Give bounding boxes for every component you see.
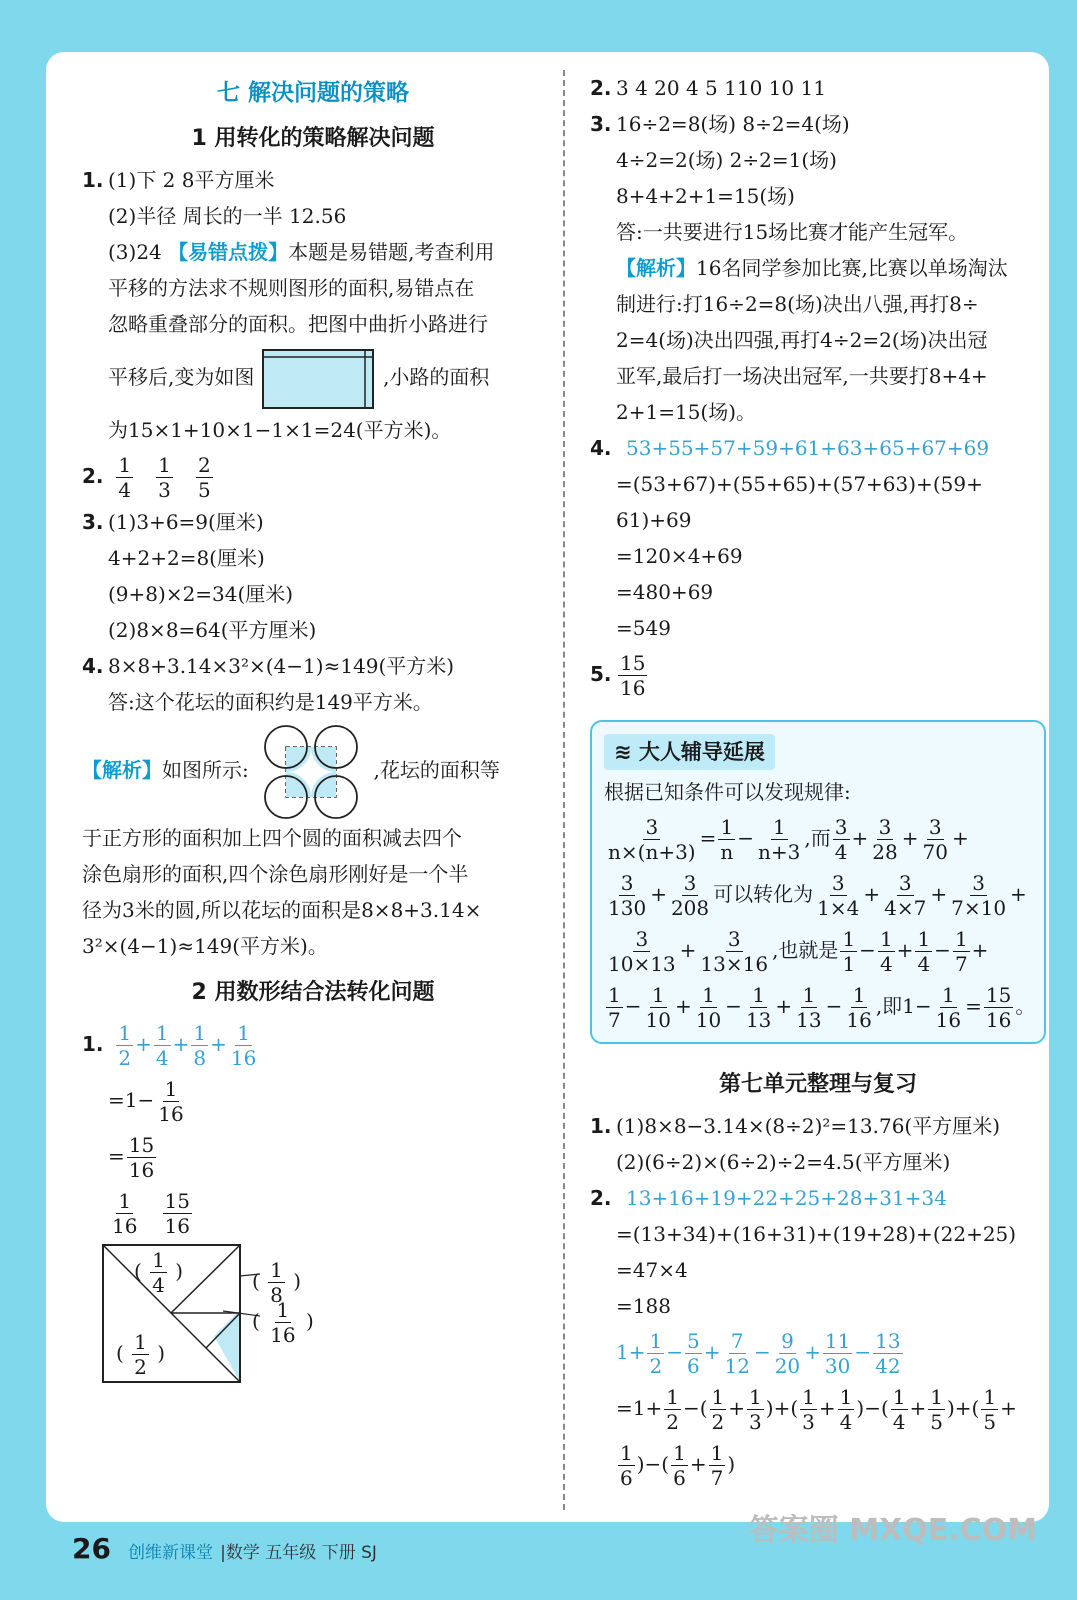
- q3-line-b: 4+2+2=8(厘米): [108, 546, 265, 570]
- error-tip-tag: 【易错点拨】: [168, 240, 289, 264]
- q3-line-a: 3. (1)3+6=9(厘米): [82, 510, 264, 534]
- q4-line-c: 【解析】如图所示: ,花坛的面积等: [82, 720, 544, 820]
- page-number: 26: [72, 1532, 111, 1565]
- section-1-title: 1 用转化的策略解决问题: [191, 126, 435, 151]
- rv-q2-line-e: 1+ $\frac{1}{2}$ − $\frac{5}{6}$ + $\frac{7}{12}$ − $\frac{9}{20}$ + $\frac{11}{30}$ − $\frac{13}{42}$: [616, 1329, 901, 1378]
- column-divider: [563, 70, 565, 1510]
- rv-q2-line-a: 2. 13+16+19+22+25+28+31+34: [590, 1186, 947, 1210]
- r-q3-line-d: 答:一共要进行15场比赛才能产生冠军。: [616, 220, 969, 244]
- fraction: $\frac{1}{16}$: [158, 1077, 184, 1126]
- r-q3-line-e: 【解析】16名同学参加比赛,比赛以单场淘汰: [616, 256, 1008, 280]
- q1-line-d: 平移的方法求不规则图形的面积,易错点在: [108, 276, 475, 300]
- q4-line-a: 4. 8×8+3.14×3²×(4−1)≈149(平方米): [82, 654, 455, 678]
- q1-line-b: (2)半径 周长的一半 12.56: [108, 204, 347, 228]
- rv-q1-line-b: (2)(6÷2)×(6÷2)÷2=4.5(平方厘米): [616, 1150, 951, 1174]
- q1-line-e: 忽略重叠部分的面积。把图中曲折小路进行: [108, 312, 488, 336]
- r-q3-line-f: 制进行:打16÷2=8(场)决出八强,再打8÷: [616, 292, 979, 316]
- fraction: $\frac{1}{16}$: [112, 1189, 138, 1238]
- r-q4-line-a: 4. 53+55+57+59+61+63+65+67+69: [590, 436, 990, 460]
- s2-q1-expr: 1. $\frac{1}{2}$ + $\frac{1}{4}$ + $\frac{1}{8}$ + $\frac{1}{16}$: [82, 1021, 257, 1070]
- guide-line-3: $\frac{3}{130}$ + $\frac{3}{208}$ 可以转化为 $\frac{3}{1\times 4}$ + $\frac{3}{4\times 7}$ + $\frac{3}{7\times 10}$ +: [608, 871, 1027, 920]
- fraction: $\frac{1}{8}$: [270, 1258, 283, 1307]
- fraction: $\frac{1}{4}$: [152, 1248, 165, 1297]
- rv-q2-line-c: =47×4: [616, 1258, 688, 1282]
- s2-q1-answers: [82, 1184, 544, 1240]
- analysis-tag: 【解析】: [616, 256, 696, 280]
- path-rectangle-figure: [261, 348, 377, 410]
- footer-brand: 创维新课堂: [128, 1543, 214, 1563]
- fraction: $\frac{1}{3}$: [158, 453, 171, 502]
- r-q3-line-c: 8+4+2+1=15(场): [616, 184, 795, 208]
- r-q4-line-f: =549: [616, 616, 671, 640]
- rv-q2-line-f: =1+ $\frac{1}{2}$ −( $\frac{1}{2}$ + $\frac{1}{3}$ )+( $\frac{1}{3}$ + $\frac{1}{4}$ )−( $\frac{1}{4}$ + $\frac{1}{5}$ )+( $\frac{1}{5}$ +: [616, 1385, 1017, 1434]
- fraction: $\frac{1}{4}$: [118, 453, 132, 502]
- right-column: [590, 70, 1046, 1492]
- rv-q2-line-b: =(13+34)+(16+31)+(19+28)+(22+25): [616, 1222, 1017, 1246]
- guide-line-5: $\frac{1}{7}$ − $\frac{1}{10}$ + $\frac{1}{10}$ − $\frac{1}{13}$ + $\frac{1}{13}$ − $\frac{1}{16}$ ,即1− $\frac{1}{16}$ = $\frac{15}{16}$ 。: [608, 983, 1036, 1032]
- fraction: $\frac{1}{8}$: [193, 1021, 207, 1070]
- square-partition-diagram: ( $\frac{1}{4}$ ) ( $\frac{1}{8}$ ) ( $\frac{1}{16}$ ) ( $\frac{1}{2}$ ): [102, 1244, 544, 1394]
- r-q3-line-b: 4÷2=2(场) 2÷2=1(场): [616, 148, 837, 172]
- q3-line-d: (2)8×8=64(平方厘米): [108, 618, 317, 642]
- fraction: $\frac{15}{16}$: [128, 1133, 155, 1182]
- fraction: $\frac{1}{4}$: [155, 1021, 169, 1070]
- r-q4-line-c: 61)+69: [616, 508, 692, 532]
- left-column: [82, 70, 544, 1394]
- q4-line-e: 涂色扇形的面积,四个涂色扇形刚好是一个半: [82, 862, 469, 886]
- page-footer: [72, 1532, 377, 1565]
- rv-q1-line-a: 1. (1)8×8−3.14×(8÷2)²=13.76(平方厘米): [590, 1114, 1001, 1138]
- q1-line-f: 平移后,变为如图 ,小路的面积: [82, 342, 544, 412]
- r-q5-line: 5. $\frac{15}{16}$: [590, 651, 646, 700]
- r-q4-line-b: =(53+67)+(55+65)+(57+63)+(59+: [616, 472, 983, 496]
- q2-line: 2. $\frac{1}{4}$ $\frac{1}{3}$ $\frac{2}{5}$: [82, 453, 211, 502]
- q4-line-b: 答:这个花坛的面积约是149平方米。: [108, 690, 433, 714]
- parent-guide-title: ≋ 大人辅导延展: [604, 734, 775, 770]
- r-q3-line-a: 3. 16÷2=8(场) 8÷2=4(场): [590, 112, 850, 136]
- s2-q1-step2: = $\frac{15}{16}$: [108, 1133, 155, 1182]
- fraction: $\frac{1}{2}$: [118, 1021, 132, 1070]
- r-q4-line-d: =120×4+69: [616, 544, 743, 568]
- analysis-tag: 【解析】: [82, 758, 162, 782]
- s2-q1-step1: =1− $\frac{1}{16}$: [108, 1077, 184, 1126]
- flower-bed-figure: [255, 724, 367, 820]
- fraction: $\frac{1}{2}$: [134, 1330, 147, 1379]
- q1-line-g: 为15×1+10×1−1×1=24(平方米)。: [108, 418, 452, 442]
- q1-line-a: 1. (1)下 2 8平方厘米: [82, 168, 275, 192]
- fraction: $\frac{1}{16}$: [270, 1298, 296, 1347]
- q4-line-d: 于正方形的面积加上四个圆的面积减去四个: [82, 826, 462, 850]
- fraction: $\frac{15}{16}$: [620, 651, 646, 700]
- r-q3-line-g: 2=4(场)决出四强,再打4÷2=2(场)决出冠: [616, 328, 988, 352]
- guide-line-4: $\frac{3}{10\times 13}$ + $\frac{3}{13\times 16}$ ,也就是 $\frac{1}{1}$ − $\frac{1}{4}$ + $\frac{1}{4}$ − $\frac{1}{7}$ +: [608, 927, 989, 976]
- review-title: 第七单元整理与复习: [718, 1072, 917, 1097]
- q1-line-c: (3)24 【易错点拨】本题是易错题,考查利用: [108, 240, 495, 264]
- fraction: $\frac{15}{16}$: [164, 1189, 190, 1238]
- q3-line-c: (9+8)×2=34(厘米): [108, 582, 294, 606]
- r-q3-line-i: 2+1=15(场)。: [616, 400, 757, 424]
- parent-guide-box: [590, 720, 1046, 1044]
- rv-q2-line-d: =188: [616, 1294, 671, 1318]
- r-q3-line-h: 亚军,最后打一场决出冠军,一共要打8+4+: [616, 364, 988, 388]
- fraction: $\frac{2}{5}$: [197, 453, 211, 502]
- section-2-title: 2 用数形结合法转化问题: [191, 980, 435, 1005]
- r-q2-line: 2. 3 4 20 4 5 110 10 11: [590, 76, 826, 100]
- r-q4-line-e: =480+69: [616, 580, 714, 604]
- fraction: $\frac{1}{16}$: [230, 1021, 257, 1070]
- footer-meta: |数学 五年级 下册 SJ: [220, 1543, 377, 1563]
- guide-line-1: 根据已知条件可以发现规律:: [604, 780, 851, 804]
- guide-line-2: $\frac{3}{n\times(n+3)}$ = $\frac{1}{n}$ − $\frac{1}{n+3}$ ,而 $\frac{3}{4}$ + $\frac{3}{28}$ + $\frac{3}{70}$ +: [608, 815, 969, 864]
- rv-q2-line-g: $\frac{1}{6}$ )−( $\frac{1}{6}$ + $\frac{1}{7}$ ): [620, 1441, 736, 1490]
- q4-line-f: 径为3米的圆,所以花坛的面积是8×8+3.14×: [82, 898, 482, 922]
- q4-line-g: 3²×(4−1)≈149(平方米)。: [82, 934, 328, 958]
- watermark-logo: 答案圈 MXQE.COM: [748, 1513, 1037, 1548]
- chapter-title: 七 解决问题的策略: [216, 80, 409, 106]
